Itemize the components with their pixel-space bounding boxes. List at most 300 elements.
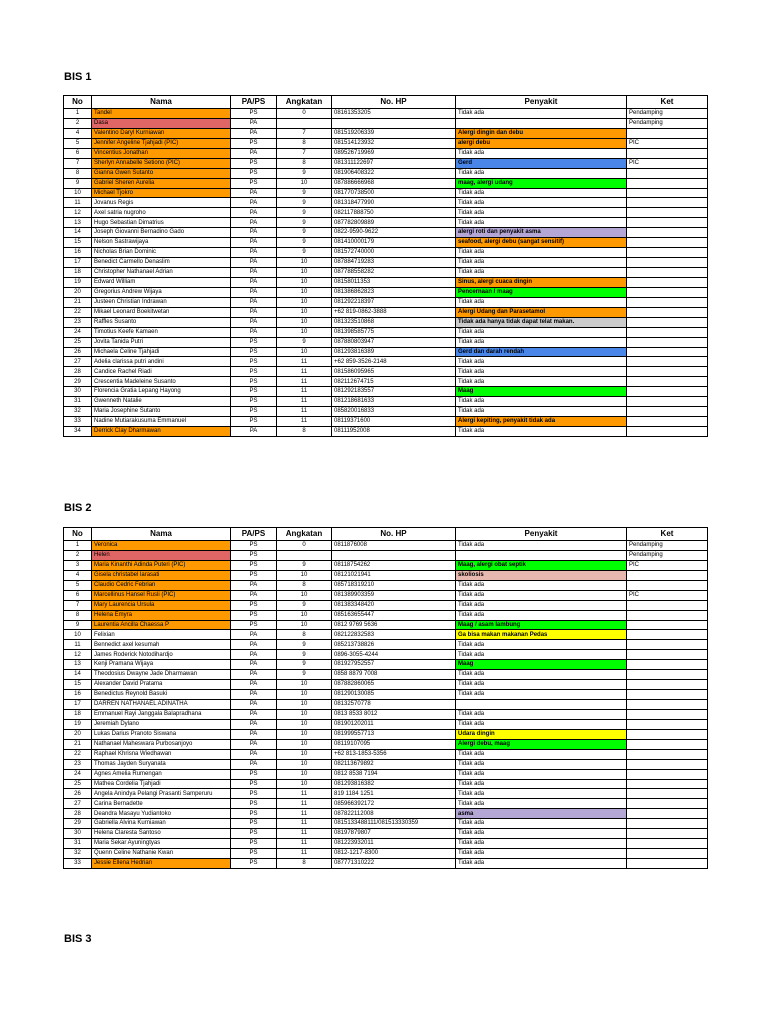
bis-2-table <box>63 527 708 869</box>
cell-no-hp: 0896-3055-4244 <box>332 650 456 660</box>
cell-ket <box>627 859 708 869</box>
cell-penyakit: Tidak ada <box>456 719 627 729</box>
cell-penyakit: Tidak ada <box>456 248 627 258</box>
cell-no: 15 <box>64 680 92 690</box>
table-row <box>64 600 708 610</box>
cell-angkatan: 10 <box>277 178 332 188</box>
cell-ket <box>627 337 708 347</box>
cell-angkatan: 8 <box>277 859 332 869</box>
cell-angkatan: 7 <box>277 148 332 158</box>
cell-no: 1 <box>64 109 92 119</box>
cell-no-hp: +62 819-0862-3888 <box>332 307 456 317</box>
cell-no-hp: 081927952557 <box>332 660 456 670</box>
cell-no: 23 <box>64 759 92 769</box>
cell-no: 8 <box>64 610 92 620</box>
cell-ket <box>627 297 708 307</box>
cell-ket <box>627 650 708 660</box>
cell-penyakit: Tidak ada <box>456 590 627 600</box>
table-row <box>64 178 708 188</box>
cell-ket <box>627 719 708 729</box>
cell-penyakit: Tidak ada <box>456 397 627 407</box>
cell-no-hp: 081514123932 <box>332 138 456 148</box>
cell-ket <box>627 570 708 580</box>
cell-no: 30 <box>64 829 92 839</box>
cell-penyakit: Tidak ada <box>456 759 627 769</box>
cell-no: 13 <box>64 218 92 228</box>
cell-penyakit: Tidak ada <box>456 690 627 700</box>
cell-angkatan: 9 <box>277 208 332 218</box>
cell-pa-ps: PA <box>231 317 277 327</box>
section-title-bis-3: BIS 3 <box>64 933 92 945</box>
cell-ket <box>627 789 708 799</box>
cell-penyakit: seafood, alergi debu (sangat sensitif) <box>456 238 627 248</box>
cell-no: 33 <box>64 859 92 869</box>
col-header-nama: Nama <box>92 528 231 541</box>
cell-ket <box>627 809 708 819</box>
cell-penyakit: Tidak ada <box>456 198 627 208</box>
cell-ket <box>627 729 708 739</box>
table-row <box>64 228 708 238</box>
cell-angkatan: 8 <box>277 158 332 168</box>
cell-penyakit: Tidak ada <box>456 580 627 590</box>
table-row <box>64 327 708 337</box>
table-row <box>64 427 708 437</box>
cell-no-hp: 0811876008 <box>332 541 456 551</box>
col-header-pa-ps: PA/PS <box>231 528 277 541</box>
section-title-bis-2: BIS 2 <box>64 502 92 514</box>
cell-pa-ps: PA <box>231 258 277 268</box>
cell-penyakit: Tidak ada <box>456 859 627 869</box>
cell-pa-ps: PA <box>231 277 277 287</box>
cell-angkatan: 9 <box>277 337 332 347</box>
cell-pa-ps: PS <box>231 367 277 377</box>
cell-nama: Florencia Gratia Lepang Hayong <box>92 387 231 397</box>
col-header-penyakit: Penyakit <box>456 96 627 109</box>
cell-ket <box>627 610 708 620</box>
cell-ket <box>627 407 708 417</box>
cell-nama: Jeremiah Dylano <box>92 719 231 729</box>
cell-nama: Claudio Cedric Febrian <box>92 580 231 590</box>
cell-angkatan: 10 <box>277 719 332 729</box>
cell-no-hp: 0858 8879 7008 <box>332 670 456 680</box>
cell-pa-ps: PS <box>231 610 277 620</box>
cell-pa-ps: PA <box>231 670 277 680</box>
cell-angkatan: 9 <box>277 640 332 650</box>
cell-no: 14 <box>64 228 92 238</box>
cell-no: 14 <box>64 670 92 680</box>
cell-no: 22 <box>64 307 92 317</box>
cell-penyakit: Alergi debu, maag <box>456 739 627 749</box>
section-title-bis-1: BIS 1 <box>64 71 92 83</box>
cell-no: 28 <box>64 809 92 819</box>
cell-angkatan: 9 <box>277 228 332 238</box>
cell-nama: Raffles Susanto <box>92 317 231 327</box>
cell-no-hp: 081311122697 <box>332 158 456 168</box>
table-row <box>64 779 708 789</box>
cell-pa-ps: PA <box>231 427 277 437</box>
cell-ket <box>627 317 708 327</box>
cell-nama: Gabriella Alvina Kurniawan <box>92 819 231 829</box>
cell-ket: PIC <box>627 560 708 570</box>
table-row <box>64 839 708 849</box>
table-row <box>64 407 708 417</box>
cell-penyakit: alergi roti dan penyakit asma <box>456 228 627 238</box>
table-row <box>64 118 708 128</box>
cell-ket <box>627 218 708 228</box>
cell-ket: Pendamping <box>627 118 708 128</box>
cell-pa-ps: PA <box>231 739 277 749</box>
cell-ket <box>627 148 708 158</box>
cell-penyakit: Tidak ada <box>456 610 627 620</box>
cell-no-hp: 0813 8533 8012 <box>332 709 456 719</box>
cell-pa-ps: PA <box>231 709 277 719</box>
cell-ket <box>627 268 708 278</box>
cell-no: 20 <box>64 287 92 297</box>
cell-nama: Gisela christabel larasati <box>92 570 231 580</box>
cell-nama: Kenji Pramana Wijaya <box>92 660 231 670</box>
cell-angkatan: 11 <box>277 377 332 387</box>
cell-penyakit: Alergi dingin dan debu <box>456 128 627 138</box>
cell-no-hp: 081572740000 <box>332 248 456 258</box>
cell-ket <box>627 128 708 138</box>
cell-ket <box>627 749 708 759</box>
cell-penyakit: Tidak ada <box>456 789 627 799</box>
cell-penyakit: Tidak ada <box>456 541 627 551</box>
table-row <box>64 719 708 729</box>
cell-angkatan: 10 <box>277 620 332 630</box>
table-row <box>64 550 708 560</box>
table-row <box>64 297 708 307</box>
cell-no: 17 <box>64 700 92 710</box>
cell-nama: Christopher Nathanael Adrian <box>92 268 231 278</box>
cell-no: 27 <box>64 357 92 367</box>
col-header-ket: Ket <box>627 96 708 109</box>
cell-no-hp: 081901202011 <box>332 719 456 729</box>
cell-nama: Gwenneth Natalie <box>92 397 231 407</box>
cell-ket <box>627 839 708 849</box>
cell-angkatan: 10 <box>277 268 332 278</box>
cell-pa-ps: PA <box>231 148 277 158</box>
cell-pa-ps: PA <box>231 118 277 128</box>
cell-no: 18 <box>64 268 92 278</box>
cell-no-hp: 0815133488111/081513330359 <box>332 819 456 829</box>
cell-angkatan: 11 <box>277 829 332 839</box>
cell-no-hp: 0822-9590-9622 <box>332 228 456 238</box>
cell-penyakit: Tidak ada <box>456 427 627 437</box>
table-row <box>64 789 708 799</box>
table-header-row <box>64 528 708 541</box>
cell-ket <box>627 680 708 690</box>
cell-no: 10 <box>64 188 92 198</box>
cell-ket <box>627 248 708 258</box>
cell-nama: Michaela Celine Tjahjadi <box>92 347 231 357</box>
cell-penyakit: Tidak ada <box>456 258 627 268</box>
cell-no-hp: 085966392172 <box>332 799 456 809</box>
cell-penyakit <box>456 700 627 710</box>
cell-no: 22 <box>64 749 92 759</box>
cell-nama: Angela Anindya Pelangi Prasanti Samperuru <box>92 789 231 799</box>
cell-angkatan: 10 <box>277 590 332 600</box>
cell-nama: Jovanus Regis <box>92 198 231 208</box>
cell-no-hp: 081323510868 <box>332 317 456 327</box>
cell-penyakit: Tidak ada <box>456 680 627 690</box>
cell-penyakit: asma <box>456 809 627 819</box>
cell-no-hp: 085820016833 <box>332 407 456 417</box>
cell-penyakit: Tidak ada <box>456 749 627 759</box>
cell-no-hp: 081383348420 <box>332 600 456 610</box>
cell-nama: Candice Rachel Riadi <box>92 367 231 377</box>
cell-nama: Nelson Sastrawijaya <box>92 238 231 248</box>
cell-angkatan: 11 <box>277 407 332 417</box>
cell-nama: Helena Emyra <box>92 610 231 620</box>
table-row <box>64 769 708 779</box>
table-row <box>64 148 708 158</box>
cell-ket <box>627 779 708 789</box>
cell-no-hp: 082112674715 <box>332 377 456 387</box>
cell-nama: Valentino Daryl Kurniawan <box>92 128 231 138</box>
cell-ket <box>627 690 708 700</box>
col-header-no-hp: No. HP <box>332 96 456 109</box>
cell-penyakit: Alergi kepiting, penyakit tidak ada <box>456 417 627 427</box>
cell-no-hp: 081293816382 <box>332 779 456 789</box>
table-row <box>64 630 708 640</box>
cell-ket <box>627 417 708 427</box>
cell-no-hp: 082117888750 <box>332 208 456 218</box>
cell-angkatan: 9 <box>277 198 332 208</box>
cell-no-hp: 087884719283 <box>332 258 456 268</box>
bis-1-rows <box>64 109 708 437</box>
cell-penyakit: Tidak ada <box>456 337 627 347</box>
cell-nama: Jovita Tanida Putri <box>92 337 231 347</box>
table-row <box>64 347 708 357</box>
cell-no: 3 <box>64 560 92 570</box>
cell-pa-ps: PS <box>231 138 277 148</box>
cell-ket <box>627 660 708 670</box>
table-row <box>64 560 708 570</box>
cell-no-hp: 085718319210 <box>332 580 456 590</box>
cell-angkatan: 10 <box>277 749 332 759</box>
cell-penyakit: Tidak ada <box>456 168 627 178</box>
cell-pa-ps: PA <box>231 218 277 228</box>
cell-pa-ps: PS <box>231 109 277 119</box>
cell-ket <box>627 849 708 859</box>
cell-no-hp: 0812 8538 7194 <box>332 769 456 779</box>
cell-penyakit: Gerd <box>456 158 627 168</box>
col-header-nama: Nama <box>92 96 231 109</box>
cell-nama: Mathea Cordelia Tjahjadi <box>92 779 231 789</box>
cell-no-hp: 082122832583 <box>332 630 456 640</box>
cell-ket <box>627 759 708 769</box>
cell-penyakit: Tidak ada <box>456 799 627 809</box>
cell-pa-ps: PA <box>231 700 277 710</box>
cell-nama: Bennedict axel kesumah <box>92 640 231 650</box>
cell-no: 31 <box>64 839 92 849</box>
table-row <box>64 640 708 650</box>
cell-angkatan: 7 <box>277 128 332 138</box>
cell-penyakit: Tidak ada <box>456 709 627 719</box>
cell-penyakit: Maag <box>456 387 627 397</box>
cell-pa-ps: PA <box>231 297 277 307</box>
cell-pa-ps: PS <box>231 809 277 819</box>
cell-ket <box>627 670 708 680</box>
cell-pa-ps: PA <box>231 228 277 238</box>
cell-angkatan: 10 <box>277 739 332 749</box>
cell-angkatan: 10 <box>277 347 332 357</box>
cell-pa-ps: PA <box>231 640 277 650</box>
cell-penyakit: Tidak ada <box>456 297 627 307</box>
table-row <box>64 809 708 819</box>
cell-no-hp: 081398585775 <box>332 327 456 337</box>
table-row <box>64 357 708 367</box>
cell-nama: Alexander David Pratama <box>92 680 231 690</box>
table-row <box>64 277 708 287</box>
cell-ket <box>627 327 708 337</box>
cell-pa-ps: PS <box>231 397 277 407</box>
cell-pa-ps: PS <box>231 839 277 849</box>
cell-pa-ps: PA <box>231 580 277 590</box>
cell-penyakit: Maag / asam lambung <box>456 620 627 630</box>
table-row <box>64 258 708 268</box>
cell-ket <box>627 357 708 367</box>
cell-angkatan: 10 <box>277 709 332 719</box>
cell-no: 21 <box>64 739 92 749</box>
cell-pa-ps: PS <box>231 570 277 580</box>
cell-ket <box>627 347 708 357</box>
cell-nama: Marcellinus Hansel Rusli (PIC) <box>92 590 231 600</box>
cell-angkatan: 10 <box>277 690 332 700</box>
cell-nama: Axel satria nugroho <box>92 208 231 218</box>
cell-no: 2 <box>64 118 92 128</box>
cell-pa-ps: PA <box>231 660 277 670</box>
cell-pa-ps: PA <box>231 590 277 600</box>
cell-no: 31 <box>64 397 92 407</box>
cell-nama: Tandel <box>92 109 231 119</box>
cell-no-hp: 0812-1217-8300 <box>332 849 456 859</box>
cell-angkatan: 10 <box>277 769 332 779</box>
cell-ket: Pendamping <box>627 109 708 119</box>
cell-penyakit: Tidak ada <box>456 188 627 198</box>
cell-angkatan: 10 <box>277 287 332 297</box>
cell-pa-ps: PS <box>231 779 277 789</box>
cell-penyakit: Tidak ada <box>456 148 627 158</box>
cell-angkatan: 10 <box>277 570 332 580</box>
cell-angkatan: 9 <box>277 238 332 248</box>
cell-no: 23 <box>64 317 92 327</box>
cell-pa-ps: PA <box>231 198 277 208</box>
cell-no-hp: 081292183557 <box>332 387 456 397</box>
cell-nama: Thomas Jayden Suryanata <box>92 759 231 769</box>
cell-penyakit: alergi debu <box>456 138 627 148</box>
cell-nama: Laurentia Ancilla Chaessa P <box>92 620 231 630</box>
cell-angkatan: 10 <box>277 307 332 317</box>
cell-penyakit: Tidak ada <box>456 208 627 218</box>
table-row <box>64 729 708 739</box>
col-header-pa-ps: PA/PS <box>231 96 277 109</box>
cell-angkatan: 11 <box>277 809 332 819</box>
cell-no: 24 <box>64 327 92 337</box>
cell-no: 27 <box>64 799 92 809</box>
cell-angkatan: 0 <box>277 541 332 551</box>
cell-penyakit: Tidak ada <box>456 218 627 228</box>
cell-nama: Crescentia Madeleine Susanto <box>92 377 231 387</box>
cell-penyakit: Tidak ada <box>456 377 627 387</box>
cell-ket: PIC <box>627 158 708 168</box>
table-row <box>64 690 708 700</box>
cell-no: 7 <box>64 158 92 168</box>
cell-no-hp: 081318477990 <box>332 198 456 208</box>
cell-nama: Lukas Darius Pranoto Siswana <box>92 729 231 739</box>
cell-angkatan: 11 <box>277 849 332 859</box>
cell-angkatan: 10 <box>277 327 332 337</box>
cell-no: 4 <box>64 570 92 580</box>
table-row <box>64 650 708 660</box>
cell-pa-ps: PS <box>231 168 277 178</box>
table-row <box>64 367 708 377</box>
cell-ket <box>627 228 708 238</box>
cell-pa-ps: PA <box>231 680 277 690</box>
cell-pa-ps: PA <box>231 268 277 278</box>
cell-penyakit: Tidak ada <box>456 769 627 779</box>
table-row <box>64 590 708 600</box>
cell-ket <box>627 287 708 297</box>
cell-no: 9 <box>64 620 92 630</box>
cell-ket <box>627 819 708 829</box>
cell-angkatan: 10 <box>277 779 332 789</box>
cell-no: 9 <box>64 178 92 188</box>
table-row <box>64 138 708 148</box>
cell-nama: Gabriel Sheren Aurelia <box>92 178 231 188</box>
cell-penyakit: Tidak ada hanya tidak dapat telat makan. <box>456 317 627 327</box>
table-row <box>64 377 708 387</box>
cell-no: 25 <box>64 337 92 347</box>
bis-1-table <box>63 95 708 437</box>
cell-pa-ps: PS <box>231 417 277 427</box>
cell-pa-ps: PS <box>231 859 277 869</box>
cell-ket <box>627 377 708 387</box>
cell-ket <box>627 799 708 809</box>
cell-penyakit: Tidak ada <box>456 650 627 660</box>
cell-pa-ps: PS <box>231 789 277 799</box>
cell-angkatan: 10 <box>277 610 332 620</box>
cell-angkatan: 0 <box>277 109 332 119</box>
cell-ket <box>627 397 708 407</box>
table-row <box>64 208 708 218</box>
cell-no-hp: 08119107095 <box>332 739 456 749</box>
cell-no-hp: 087782809889 <box>332 218 456 228</box>
cell-pa-ps: PA <box>231 327 277 337</box>
cell-ket <box>627 277 708 287</box>
cell-pa-ps: PS <box>231 407 277 417</box>
cell-no-hp: 087882860065 <box>332 680 456 690</box>
cell-no: 5 <box>64 580 92 590</box>
cell-penyakit: Udara dingin <box>456 729 627 739</box>
cell-nama: Theodosius Dwayne Jade Dharmawan <box>92 670 231 680</box>
table-row <box>64 417 708 427</box>
col-header-angkatan: Angkatan <box>277 528 332 541</box>
cell-no: 30 <box>64 387 92 397</box>
cell-penyakit: Maag, alergi obat septik <box>456 560 627 570</box>
cell-no-hp: 08132570778 <box>332 700 456 710</box>
cell-angkatan: 8 <box>277 630 332 640</box>
cell-penyakit <box>456 550 627 560</box>
cell-angkatan: 9 <box>277 660 332 670</box>
cell-angkatan: 11 <box>277 397 332 407</box>
cell-ket <box>627 238 708 248</box>
cell-no: 13 <box>64 660 92 670</box>
cell-nama: Helen <box>92 550 231 560</box>
table-row <box>64 268 708 278</box>
cell-no: 28 <box>64 367 92 377</box>
